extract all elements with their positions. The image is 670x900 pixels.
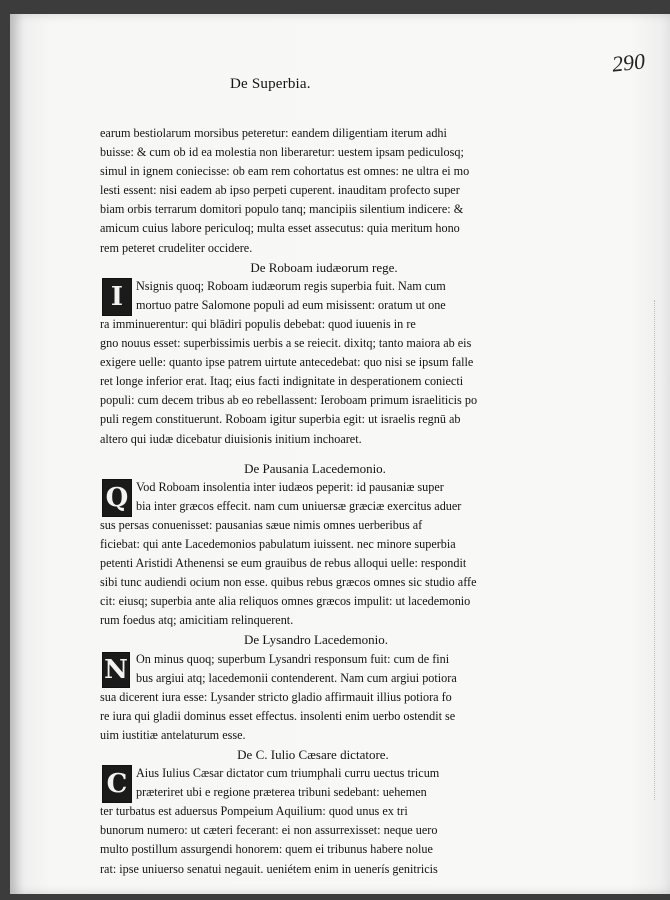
woodcut-initial	[102, 765, 132, 803]
text-line: bia inter græcos effecit. nam cum uniuersæ græciæ exercitus aduer	[136, 498, 462, 513]
text-line: On minus quoq; superbum Lysandri responsum fuit: cum de fini	[136, 651, 450, 666]
running-head: De Superbia.	[230, 76, 311, 92]
text-line: sus persas conuenisset: pausanias sæue nimis omnes uerberibus af	[100, 517, 423, 532]
section-heading: De Lysandro Lacedemonio.	[243, 632, 389, 648]
page-edge-shadow	[648, 300, 655, 800]
text-line: lesti essent: nisi eadem ab ipso perpeti cuperent. inauditam profecto super	[100, 183, 460, 198]
initial-letter: N	[104, 654, 128, 685]
text-line: mortuo patre Salomone populi ad eum misissent: oratum ut one	[136, 297, 446, 312]
section-heading: De Pausania Lacedemonio.	[244, 460, 386, 476]
text-line: ter turbatus est aduersus Pompeium Aquilium: quod unus ex tri	[100, 804, 408, 819]
text-line: rem peteret crudeliter occidere.	[100, 240, 253, 255]
text-line: exigere uelle: quanto ipse patrem uirtute antecedebat: quo nisi se ipsum falle	[100, 355, 474, 370]
text-line: puli regem constituerunt. Roboam igitur superbia egit: ut israelis regnū ab	[100, 412, 461, 427]
section-heading: De C. Iulio Cæsare dictatore.	[237, 747, 389, 762]
section-heading: De Roboam iudæorum rege.	[250, 259, 398, 275]
text-line: rat: ipse uniuerso senatui negauit. ueniétem enim in uenerís genitricis	[100, 861, 438, 876]
text-line: petenti Aristidi Athenensi se eum grauibus de rebus alloqui uelle: respondit	[100, 556, 467, 571]
section-roboam	[100, 277, 520, 449]
text-line: Vod Roboam insolentia inter iudæos peperit: id pausaniæ super	[136, 479, 444, 494]
text-line: ra imminuerentur: qui blādiri populis debebat: quod iuuenis in re	[100, 316, 416, 331]
text-line: Nsignis quoq; Roboam iudæorum regis superbia fuit. Nam cum	[136, 278, 446, 293]
text-line: simul in ignem coniecisse: ob eam rem cohortatus est omnes: ne ultra ei mo	[100, 164, 470, 179]
initial-letter: I	[110, 281, 124, 312]
text-line: multo postillum assurgendi honorem: quem ei tribunus habere nolue	[100, 842, 433, 857]
text-line: Aius Iulius Cæsar dictator cum triumphali curru uectus tricum	[136, 766, 440, 781]
text-line: gno nouus esset: superbissimis uerbis a se reiecit. dixitq; tanto maiora ab eis	[100, 336, 472, 351]
text-line: re iura qui gladii dominus esset effectus. insolenti enim uerbo ostendit se	[100, 708, 456, 723]
woodcut-initial	[102, 652, 130, 688]
woodcut-initial	[102, 479, 132, 517]
text-line: bunorum numero: ut cæteri fecerant: ei non assurrexisset: neque uero	[100, 823, 438, 838]
text-line: buisse: & cum ob id ea molestia non liberaretur: uestem ipsam pediculosq;	[100, 145, 464, 160]
initial-letter: C	[106, 769, 128, 800]
text-line: cit: eiusq; superbia ante alia reliquos omnes græcos impulit: ut lacedemonio	[100, 594, 471, 609]
section-pausania	[100, 478, 520, 631]
main-text	[100, 124, 520, 879]
text-line: uim iustitiæ antelaturum esse.	[100, 727, 246, 742]
text-line: præteriret ubi e regione præterea tribuni sedebant: uehemen	[136, 785, 427, 800]
text-line: altero qui iudæ dicebatur diuisionis initium inchoaret.	[100, 431, 362, 446]
text-line: sibi tunc audiendi ocium non esse. quibus rebus græcos omnes sic studio affe	[100, 575, 477, 590]
text-line: ret longe inferior erat. Itaq; eius facti indignitate in desperationem coniecti	[100, 374, 464, 389]
initial-letter: Q	[105, 482, 129, 513]
intro-paragraph	[100, 124, 520, 258]
text-line: amicum cuius labore periculoq; multa esset assecutus: quia meritum hono	[100, 221, 460, 236]
text-line: sua dicerent iura esse: Lysander stricto gladio affirmauit illius potiora fo	[100, 689, 452, 704]
text-line: biam orbis terrarum domitori populo tanq; mancipiis silentium indicere: &	[100, 202, 464, 217]
text-line: ficiebat: qui ante Lacedemonios pabulatum iuissent. nec minore superbia	[100, 536, 456, 551]
folio-number: 290	[610, 48, 647, 77]
section-caesar	[100, 764, 520, 879]
text-line: populi: cum decem tribus ab eo rebellassent: Ieroboam primum israeliticis po	[100, 393, 478, 408]
text-line: rum foedus atq; amicitiam relinquerent.	[100, 613, 294, 628]
text-line: bus argiui atq; lacedemonii contenderent. Nam cum argiui potiora	[136, 670, 457, 685]
woodcut-initial	[102, 278, 132, 316]
text-line: earum bestiolarum morsibus peteretur: eandem diligentiam iterum adhi	[100, 126, 447, 140]
section-lysandro	[100, 650, 520, 745]
